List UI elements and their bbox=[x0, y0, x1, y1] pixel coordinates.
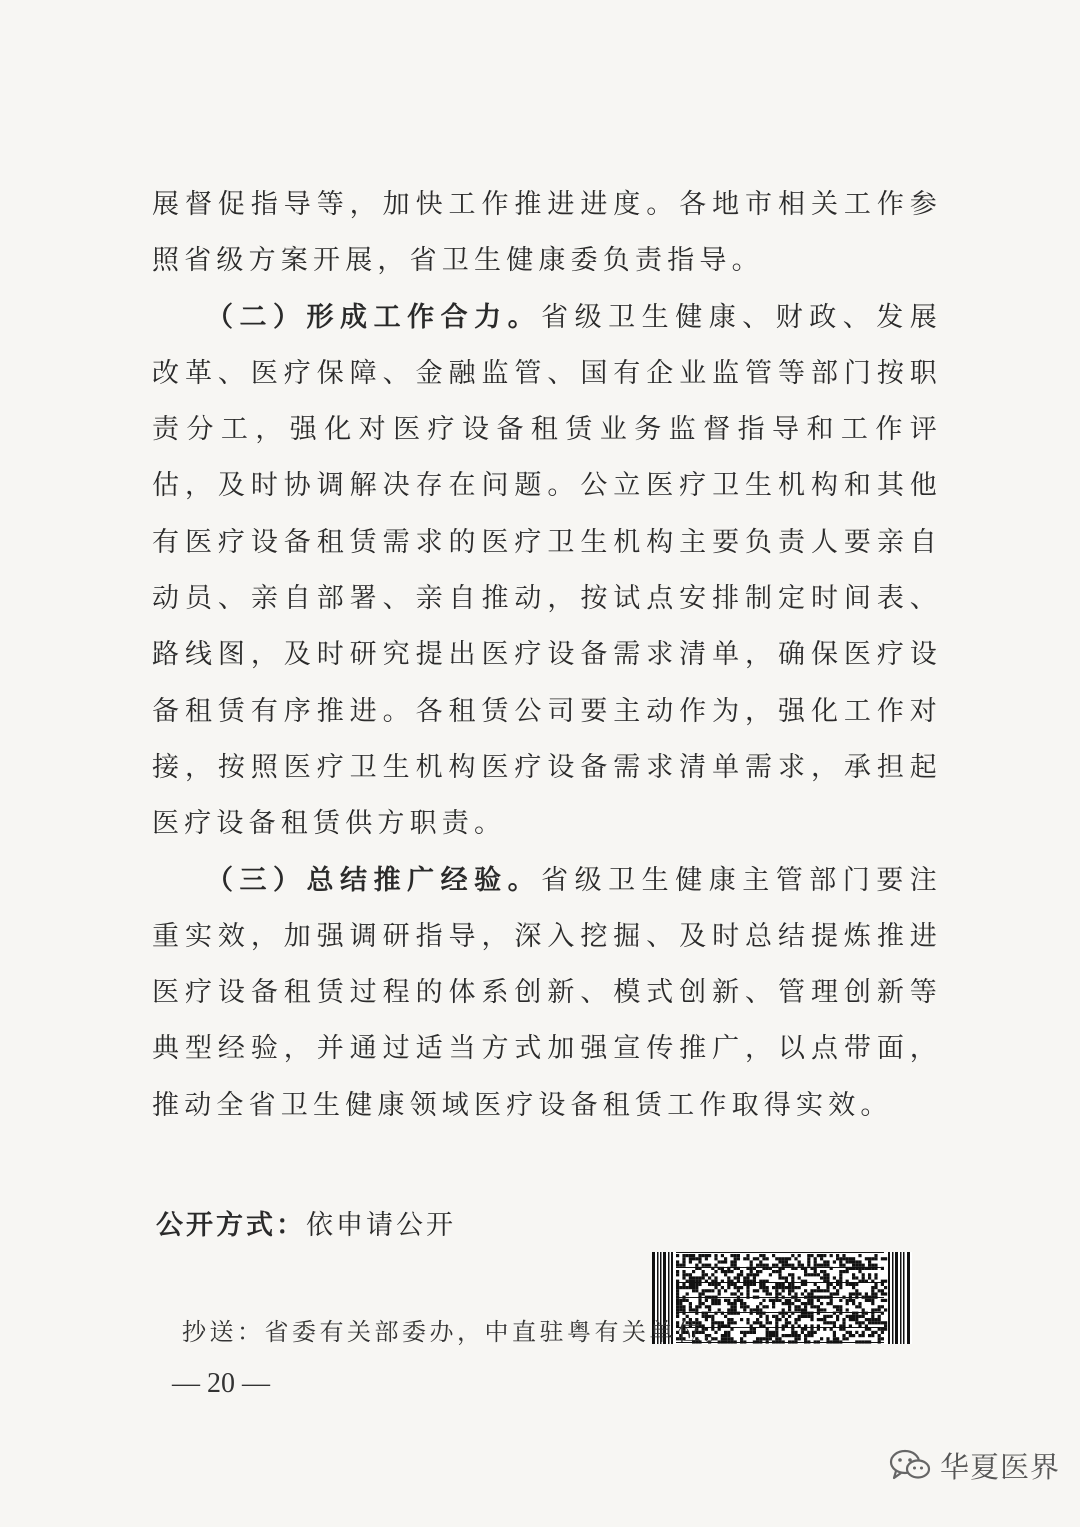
paragraph-text: 展督促指导等，加快工作推进进度。各地市相关工作参照省级方案开展，省卫生健康委负责指导。 bbox=[152, 189, 942, 277]
disclosure-value: 依申请公开 bbox=[306, 1210, 456, 1241]
watermark bbox=[888, 1440, 1060, 1490]
document-body bbox=[152, 177, 942, 1134]
paragraph-text: 省级卫生健康、财政、发展改革、医疗保障、金融监管、国有企业监管等部门按职责分工，强化对医疗设备租赁业务监督指导和工作评估，及时协调解决存在问题。公立医疗卫生机构和其他有医疗设备租赁需求的医疗卫生机构主要负责人要亲自动员、亲自部署、亲自推动，按试点安排制定时间表、路线图，及时研究提出医疗设备需求清单，确保医疗设备租赁有序推进。各租赁公司要主动作为，强化工作对接，按照医疗卫生机构医疗设备需求清单需求，承担起医疗设备租赁供方职责。 bbox=[152, 301, 942, 840]
wechat-logo-icon bbox=[888, 1447, 932, 1483]
paragraph-section-2 bbox=[152, 290, 942, 853]
section-heading: （二）形成工作合力。 bbox=[206, 301, 542, 333]
page-number: — 20 — bbox=[172, 1368, 270, 1399]
watermark-text: 华夏医界 bbox=[940, 1449, 1061, 1484]
disclosure-method bbox=[156, 1203, 456, 1242]
paragraph-text: 省级卫生健康主管部门要注重实效，加强调研指导，深入挖掘、及时总结提炼推进医疗设备租赁过程的体系创新、模式创新、管理创新等典型经验，并通过适当方式加强宣传推广，以点带面，推动全省卫生健康领域医疗设备租赁工作取得实效。 bbox=[152, 864, 942, 1121]
paragraph-section-3 bbox=[152, 853, 942, 1134]
section-heading: （三）总结推广经验。 bbox=[206, 864, 542, 896]
disclosure-label: 公开方式： bbox=[156, 1210, 306, 1241]
paragraph-continuation bbox=[152, 177, 942, 290]
cc-line: 抄送：省委有关部委办，中直驻粤有关单位。 bbox=[182, 1318, 732, 1346]
